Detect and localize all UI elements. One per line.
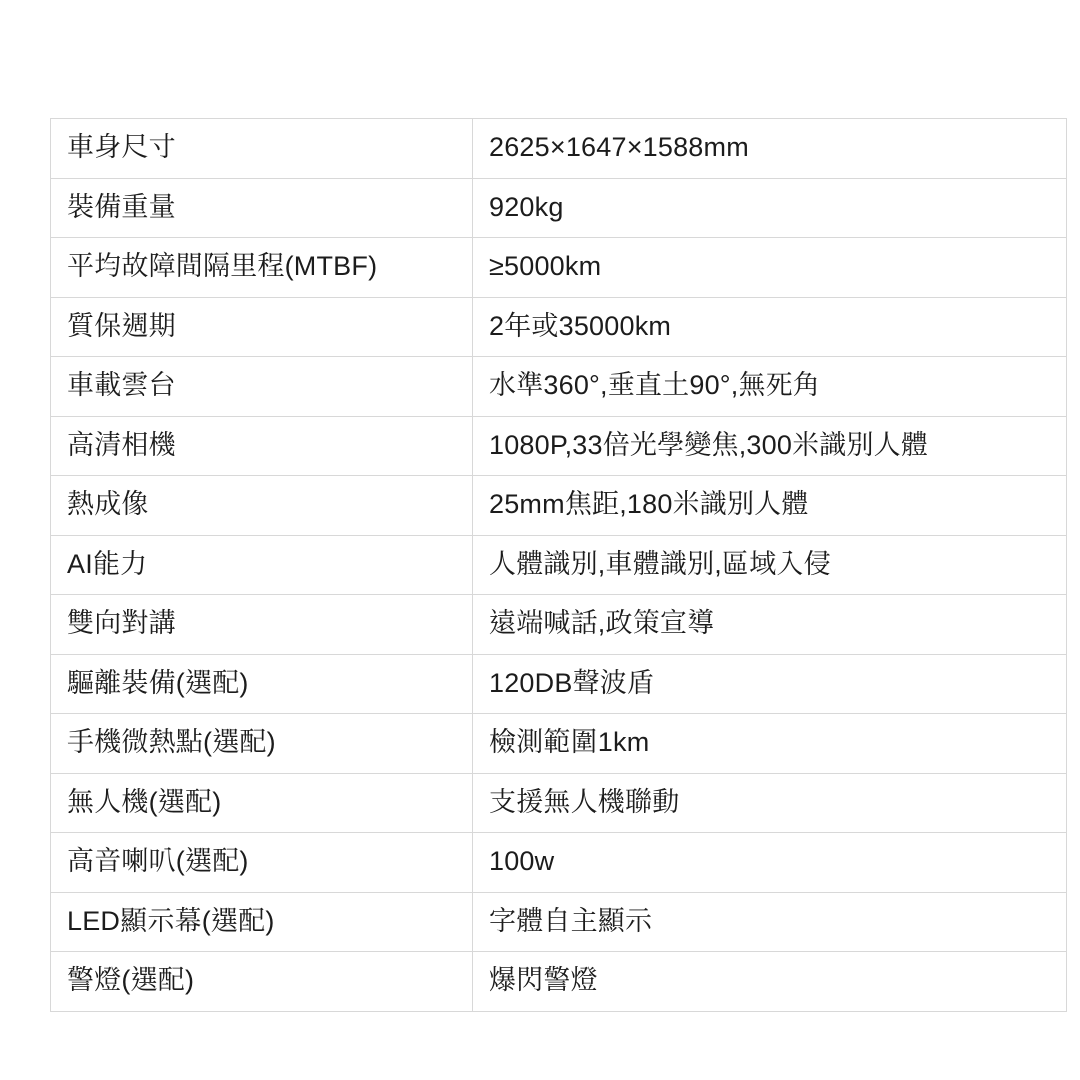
table-row xyxy=(51,714,1067,774)
spec-label: LED顯示幕(選配) xyxy=(51,892,473,952)
table-row xyxy=(51,178,1067,238)
spec-value: 水準360°,垂直土90°,無死角 xyxy=(473,357,1067,417)
table-row xyxy=(51,416,1067,476)
spec-value: 2625×1647×1588mm xyxy=(473,119,1067,179)
spec-value: 1080P,33倍光學變焦,300米識別人體 xyxy=(473,416,1067,476)
spec-label: 手機微熱點(選配) xyxy=(51,714,473,774)
table-row xyxy=(51,238,1067,298)
table-row xyxy=(51,654,1067,714)
spec-label: 熱成像 xyxy=(51,476,473,536)
spec-value: 2年或35000km xyxy=(473,297,1067,357)
spec-label: 警燈(選配) xyxy=(51,952,473,1012)
spec-value: 支援無人機聯動 xyxy=(473,773,1067,833)
table-row xyxy=(51,833,1067,893)
spec-value: 920kg xyxy=(473,178,1067,238)
table-row xyxy=(51,476,1067,536)
table-row xyxy=(51,595,1067,655)
spec-value: 檢測範圍1km xyxy=(473,714,1067,774)
table-body xyxy=(51,119,1067,1012)
spec-value: ≥5000km xyxy=(473,238,1067,298)
spec-label: 裝備重量 xyxy=(51,178,473,238)
spec-value: 遠端喊話,政策宣導 xyxy=(473,595,1067,655)
spec-label: AI能力 xyxy=(51,535,473,595)
spec-label: 驅離裝備(選配) xyxy=(51,654,473,714)
spec-label: 車載雲台 xyxy=(51,357,473,417)
spec-value: 100w xyxy=(473,833,1067,893)
table-row xyxy=(51,119,1067,179)
spec-value: 爆閃警燈 xyxy=(473,952,1067,1012)
spec-label: 質保週期 xyxy=(51,297,473,357)
spec-label: 平均故障間隔里程(MTBF) xyxy=(51,238,473,298)
table-row xyxy=(51,357,1067,417)
table-row xyxy=(51,297,1067,357)
table-row xyxy=(51,535,1067,595)
spec-value: 字體自主顯示 xyxy=(473,892,1067,952)
spec-value: 人體識別,車體識別,區域入侵 xyxy=(473,535,1067,595)
specification-table xyxy=(50,118,1067,1012)
spec-value: 25mm焦距,180米識別人體 xyxy=(473,476,1067,536)
spec-label: 無人機(選配) xyxy=(51,773,473,833)
table-row xyxy=(51,952,1067,1012)
spec-label: 車身尺寸 xyxy=(51,119,473,179)
table-row xyxy=(51,892,1067,952)
table-row xyxy=(51,773,1067,833)
spec-label: 雙向對講 xyxy=(51,595,473,655)
spec-value: 120DB聲波盾 xyxy=(473,654,1067,714)
spec-label: 高清相機 xyxy=(51,416,473,476)
spec-label: 高音喇叭(選配) xyxy=(51,833,473,893)
